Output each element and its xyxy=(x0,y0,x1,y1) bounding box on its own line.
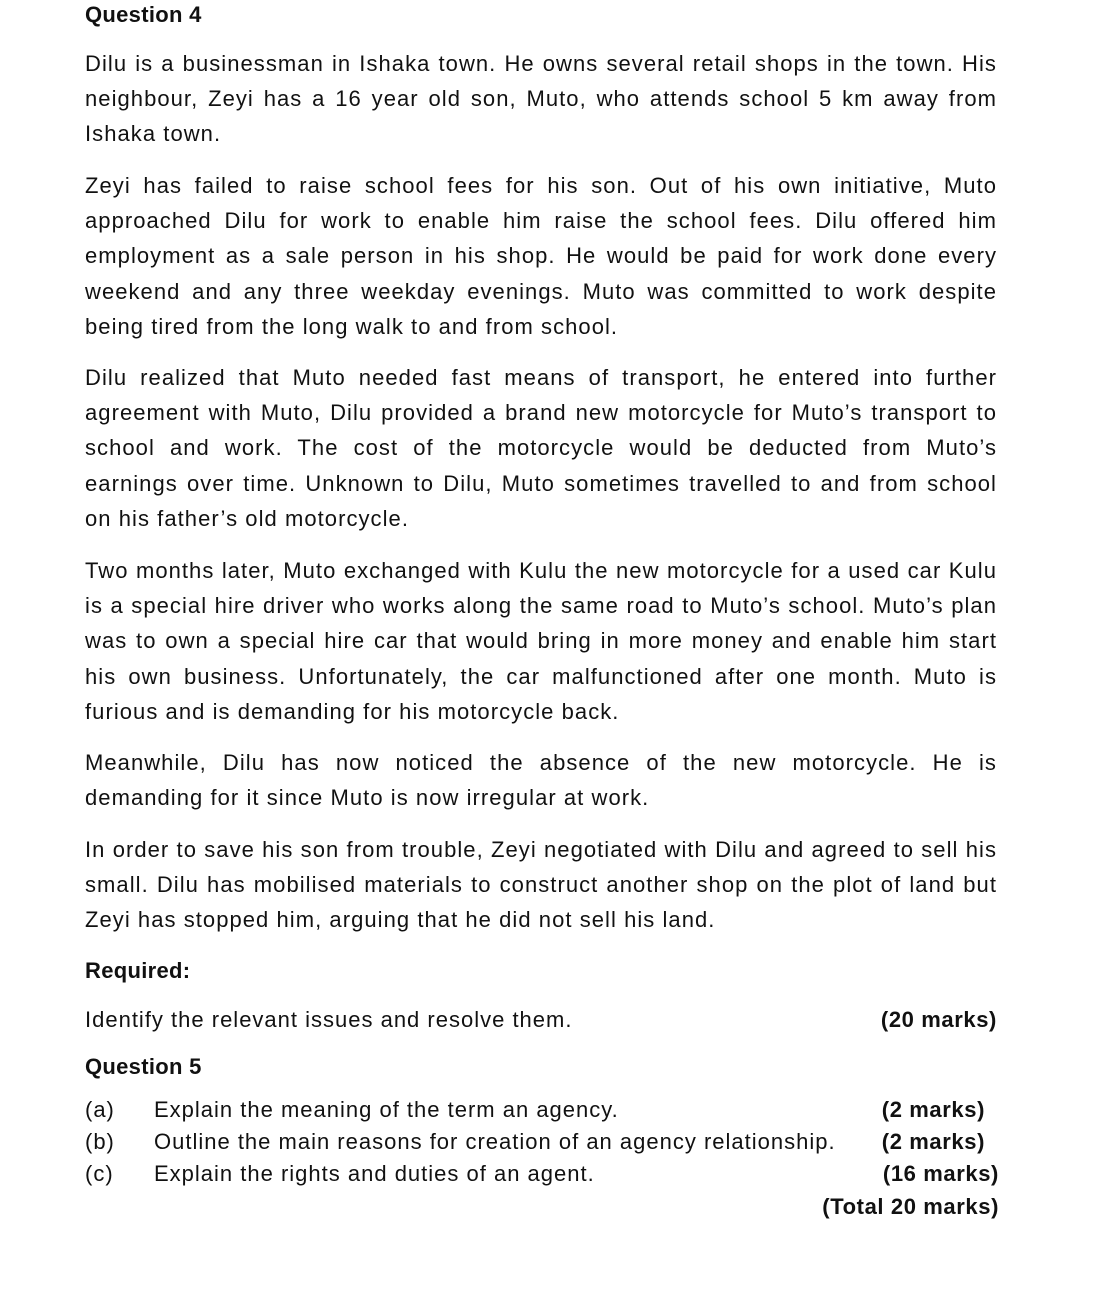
task-text: Identify the relevant issues and resolve them. xyxy=(85,1007,573,1032)
item-marks: (2 marks) xyxy=(881,1097,985,1122)
question-5-heading: Question 5 xyxy=(85,1054,202,1079)
question-5-item-a xyxy=(85,1094,999,1126)
question-4-paragraph-3: Dilu realized that Muto needed fast means of transport, he entered into further agreement with Muto, Dilu provided a brand new motorcycle for Muto’s transport to school and work. The cost of the motorcycle would be deducted from Muto’s earnings over time. Unknown to Dilu, Muto sometimes travelled to and from school on his father’s old motorcycle. xyxy=(85,365,997,531)
question-4-task xyxy=(85,1004,997,1036)
item-text: Explain the meaning of the term an agency. xyxy=(154,1097,619,1122)
item-text: Outline the main reasons for creation of an agency relationship. xyxy=(154,1129,836,1154)
question-5-item-b xyxy=(85,1126,999,1158)
item-marks: (2 marks) xyxy=(881,1129,985,1154)
task-marks: (20 marks) xyxy=(880,1007,997,1032)
required-label: Required: xyxy=(85,958,191,983)
question-4-paragraph-2: Zeyi has failed to raise school fees for his son. Out of his own initiative, Muto approached Dilu for work to enable him raise the school fees. Dilu offered him employment as a sale person in his shop. He would be paid for work done every weekend and any three weekday evenings. Muto was committed to work despite being tired from the long walk to and from school. xyxy=(85,173,997,339)
item-text: Explain the rights and duties of an agent. xyxy=(154,1161,595,1186)
item-label: (c) xyxy=(85,1161,114,1186)
item-label: (a) xyxy=(85,1097,115,1122)
question-4-paragraph-4: Two months later, Muto exchanged with Kulu the new motorcycle for a used car Kulu is a special hire driver who works along the same road to Muto’s school. Muto’s plan was to own a special hire car that would bring in more money and enable him start his own business. Unfortunately, the car malfunctioned after one month. Muto is furious and is demanding for his motorcycle back. xyxy=(85,558,997,724)
item-marks: (16 marks) xyxy=(882,1161,999,1186)
question-4-paragraph-5: Meanwhile, Dilu has now noticed the absence of the new motorcycle. He is demanding for it since Muto is now irregular at work. xyxy=(85,750,997,811)
question-5-total-marks: (Total 20 marks) xyxy=(822,1194,999,1219)
question-5-item-c xyxy=(85,1158,999,1190)
item-label: (b) xyxy=(85,1129,115,1154)
question-4-paragraph-1: Dilu is a businessman in Ishaka town. He owns several retail shops in the town. His neighbour, Zeyi has a 16 year old son, Muto, who attends school 5 km away from Ishaka town. xyxy=(85,51,997,147)
question-4-heading: Question 4 xyxy=(85,2,202,27)
question-4-paragraph-6: In order to save his son from trouble, Zeyi negotiated with Dilu and agreed to sell his small. Dilu has mobilised materials to construct another shop on the plot of land but Zeyi has stopped him, arguing that he did not sell his land. xyxy=(85,837,997,933)
